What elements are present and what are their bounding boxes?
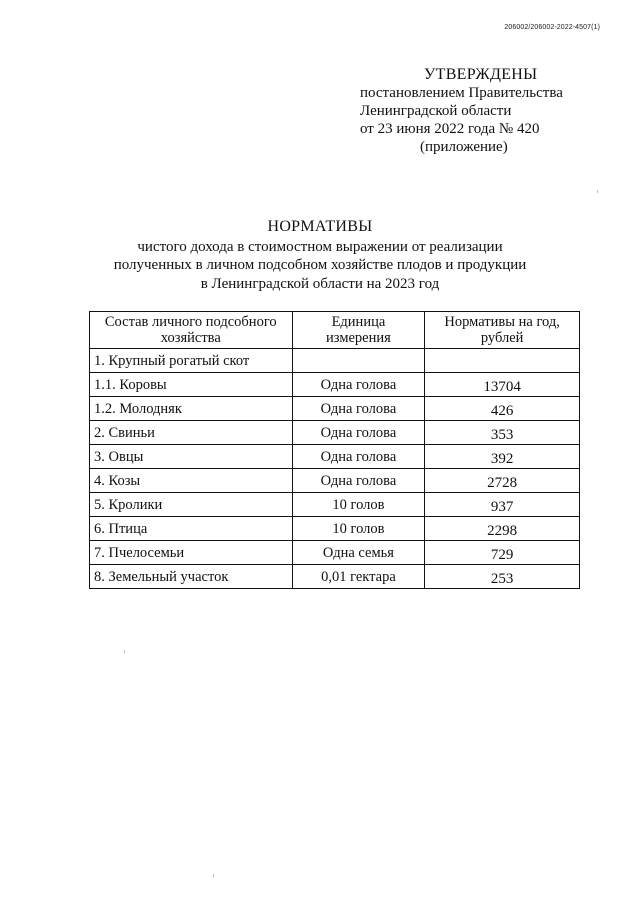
header-unit-line-2: измерения [326, 330, 391, 346]
row-unit: Одна голова [292, 397, 425, 421]
row-value: 253 [425, 565, 580, 589]
row-name: 5. Кролики [90, 493, 293, 517]
table-row [90, 373, 580, 397]
header-norm-line-2: рублей [480, 330, 524, 346]
document-id: 206002/206002-2022-4507(1) [504, 24, 600, 31]
document-heading [0, 218, 640, 293]
row-name: 3. Овцы [90, 445, 293, 469]
row-value: 937 [425, 493, 580, 517]
header-unit-line-1: Единица [331, 314, 386, 330]
row-value: 426 [425, 397, 580, 421]
table-row [90, 445, 580, 469]
approval-line-1: постановлением Правительства [360, 85, 563, 101]
approval-line-3: от 23 июня 2022 года № 420 [360, 121, 540, 137]
approval-line-4: (приложение) [420, 139, 508, 155]
row-name: 6. Птица [90, 517, 293, 541]
row-unit: Одна голова [292, 445, 425, 469]
table-row [90, 565, 580, 589]
table-row [90, 541, 580, 565]
heading-line-3: в Ленинградской области на 2023 год [200, 275, 440, 292]
table-row [90, 421, 580, 445]
table-row [90, 493, 580, 517]
approval-title: УТВЕРЖДЕНЫ [424, 66, 538, 83]
table-row [90, 349, 580, 373]
header-unit [292, 312, 425, 349]
row-unit: Одна голова [292, 421, 425, 445]
row-name: 1.1. Коровы [90, 373, 293, 397]
table-header-row [90, 312, 580, 349]
row-unit: 0,01 гектара [292, 565, 425, 589]
row-name: 7. Пчелосемьи [90, 541, 293, 565]
row-value: 2728 [425, 469, 580, 493]
row-name: 4. Козы [90, 469, 293, 493]
heading-line-2: полученных в личном подсобном хозяйстве плодов и продукции [113, 257, 527, 273]
row-unit: 10 голов [292, 517, 425, 541]
row-value: 13704 [425, 373, 580, 397]
norms-table [89, 311, 580, 589]
scan-speck [124, 650, 125, 653]
table-row [90, 397, 580, 421]
row-value [425, 349, 580, 373]
row-name: 2. Свиньи [90, 421, 293, 445]
row-unit: Одна семья [292, 541, 425, 565]
table-row [90, 517, 580, 541]
row-unit: Одна голова [292, 469, 425, 493]
header-norm-line-1: Нормативы на год, [444, 314, 560, 330]
row-name: 1.2. Молодняк [90, 397, 293, 421]
header-composition [90, 312, 293, 349]
header-norm [425, 312, 580, 349]
row-name: 1. Крупный рогатый скот [90, 349, 293, 373]
row-unit: 10 голов [292, 493, 425, 517]
row-unit: Одна голова [292, 373, 425, 397]
row-value: 729 [425, 541, 580, 565]
approval-block [360, 66, 600, 156]
scan-speck [213, 874, 214, 877]
row-unit [292, 349, 425, 373]
approval-line-2: Ленинградской области [360, 103, 512, 119]
header-composition-line-1: Состав личного подсобного [104, 314, 277, 330]
row-name: 8. Земельный участок [90, 565, 293, 589]
row-value: 2298 [425, 517, 580, 541]
heading-line-1: чистого дохода в стоимостном выражении от реализации [137, 238, 503, 255]
scan-speck [597, 190, 598, 193]
table-row [90, 469, 580, 493]
document-title: НОРМАТИВЫ [267, 218, 373, 235]
row-value: 353 [425, 421, 580, 445]
row-value: 392 [425, 445, 580, 469]
header-composition-line-2: хозяйства [160, 330, 221, 346]
